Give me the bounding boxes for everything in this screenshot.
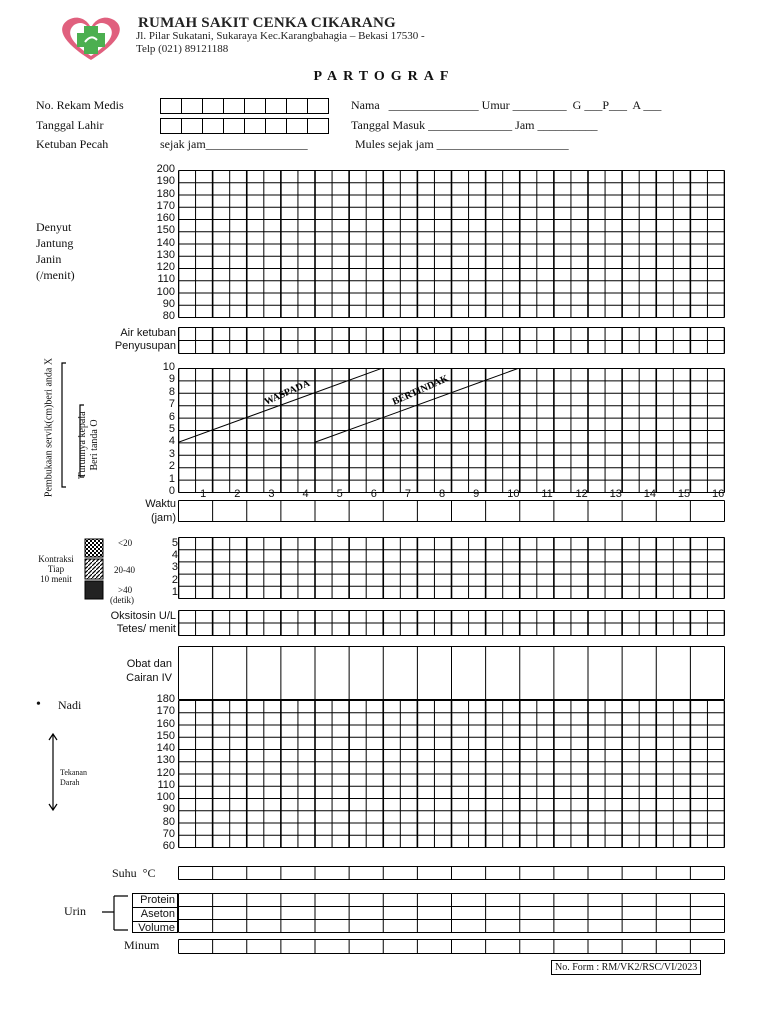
- djj-label: [36, 219, 75, 283]
- y-tick-label: 100: [156, 285, 175, 298]
- rekam-medis-label: No. Rekam Medis: [36, 98, 124, 112]
- y-tick-label: 80: [162, 815, 175, 828]
- nadi-label: Nadi: [58, 698, 82, 712]
- y-tick-label: 170: [156, 199, 175, 212]
- kontraksi-line: Kontraksi: [38, 554, 74, 564]
- x-hour-label: 9: [473, 488, 480, 500]
- x-hour-label: 11: [541, 488, 553, 500]
- x-hour-label: 7: [404, 488, 411, 500]
- tanggal-lahir-label: Tanggal Lahir: [36, 118, 104, 132]
- form-number: No. Form : RM/VK2/RSC/VI/2023: [551, 960, 701, 975]
- y-tick-label: 90: [162, 803, 175, 816]
- mules-field[interactable]: Mules sejak jam ______________________: [355, 137, 569, 151]
- tanggal-masuk-field[interactable]: Tanggal Masuk ______________ Jam __________: [351, 118, 598, 132]
- y-tick-label: 70: [162, 827, 175, 840]
- x-hour-label: 6: [370, 488, 377, 500]
- nama-umur-field[interactable]: Nama _______________ Umur _________ G ___P___ A ___: [351, 98, 662, 112]
- x-hour-label: 3: [268, 488, 275, 500]
- y-tick-label: 110: [157, 778, 175, 791]
- hospital-name: RUMAH SAKIT CENKA CIKARANG: [138, 15, 396, 31]
- tiap-line: Tiap: [47, 564, 65, 574]
- y-tick-label: 160: [156, 212, 175, 224]
- suhu-grid[interactable]: [178, 866, 725, 880]
- ketuban-grid[interactable]: [178, 327, 725, 354]
- djj-label-line: (/menit): [36, 268, 75, 282]
- y-tick-label: 130: [156, 754, 175, 767]
- x-hour-label: 5: [336, 488, 343, 500]
- tekanan-label: [60, 768, 87, 788]
- kontraksi-legend-swatches: [84, 538, 106, 602]
- minum-label: Minum: [124, 938, 160, 952]
- y-tick-label: 9: [168, 373, 175, 386]
- y-tick-label: 10: [162, 361, 175, 373]
- cairan-line: Cairan IV: [126, 672, 172, 684]
- waspada-label: WASPADA: [262, 377, 312, 408]
- tetes-label: Tetes/ menit: [116, 623, 176, 635]
- x-hour-label: 2: [234, 488, 241, 500]
- waktu-row[interactable]: [178, 500, 725, 522]
- bertindak-label: BERTINDAK: [390, 373, 451, 408]
- x-hour-label: 10: [507, 488, 520, 500]
- obat-grid[interactable]: [178, 646, 725, 700]
- legend-lt20: <20: [118, 538, 133, 548]
- page-title: PARTOGRAF: [313, 69, 455, 84]
- hospital-logo: [52, 12, 130, 64]
- sejak-jam-field[interactable]: sejak jam_________________: [160, 137, 308, 151]
- y-tick-label: 150: [156, 729, 175, 742]
- hospital-address: [136, 30, 425, 56]
- protein-label: Protein: [133, 894, 177, 908]
- x-hour-label: 14: [643, 488, 656, 500]
- ketuban-pecah-label: Ketuban Pecah: [36, 137, 109, 151]
- urin-label: Urin: [64, 904, 86, 918]
- minum-grid[interactable]: [178, 939, 725, 954]
- y-tick-label: 2: [171, 573, 178, 586]
- kontraksi-grid[interactable]: [178, 537, 725, 599]
- djj-grid[interactable]: [178, 170, 725, 318]
- darah-line: Darah: [60, 778, 80, 787]
- y-tick-label: 90: [162, 297, 175, 310]
- y-tick-label: 5: [171, 537, 178, 549]
- kontraksi-label: [36, 554, 76, 584]
- cervix-grid[interactable]: [178, 368, 725, 493]
- tekanan-line: Tekanan: [60, 768, 87, 777]
- suhu-label: Suhu °C: [112, 866, 156, 880]
- obat-line: Obat dan: [126, 658, 172, 670]
- y-tick-label: 120: [156, 261, 175, 273]
- y-tick-label: 100: [156, 791, 175, 803]
- volume-label: Volume: [138, 922, 175, 934]
- address-line-1: Jl. Pilar Sukatani, Sukaraya Kec.Karangbahagia – Bekasi 17530 -: [136, 30, 425, 42]
- urin-label-box: [132, 893, 178, 933]
- y-tick-label: 110: [157, 273, 175, 286]
- rekam-medis-boxes[interactable]: [160, 98, 329, 114]
- y-tick-label: 2: [168, 460, 175, 473]
- turunnya-line: Turunnya kepala: [77, 411, 88, 479]
- y-tick-label: 4: [171, 549, 178, 562]
- menit-line: 10 menit: [40, 574, 72, 584]
- y-tick-label: 140: [156, 236, 175, 249]
- waktu-label: [120, 497, 176, 525]
- legend-20-40: 20-40: [114, 565, 135, 575]
- waktu-line: Waktu: [145, 498, 176, 510]
- y-tick-label: 6: [168, 410, 175, 423]
- vitals-grid[interactable]: [178, 700, 725, 848]
- y-tick-label: 4: [168, 435, 175, 448]
- x-hour-label: 4: [302, 488, 309, 500]
- y-tick-label: 160: [156, 717, 175, 730]
- y-tick-label: 180: [156, 693, 175, 705]
- y-tick-label: 170: [156, 705, 175, 718]
- air-ketuban-label: Air ketuban: [120, 327, 176, 339]
- oksitosin-label: Oksitosin U/L: [110, 610, 176, 622]
- x-hour-label: 15: [677, 488, 691, 500]
- y-tick-label: 3: [171, 561, 178, 574]
- x-hour-label: 1: [200, 488, 207, 500]
- tanggal-lahir-boxes[interactable]: [160, 118, 329, 134]
- x-hour-label: 16: [712, 488, 725, 500]
- djj-label-line: Denyut: [36, 220, 72, 234]
- penyusupan-label: Penyusupan: [114, 340, 176, 352]
- pembukaan-side-label: Pembukaan servik(cm)beri anda X: [43, 357, 55, 498]
- x-hour-label: 8: [439, 488, 446, 500]
- y-tick-label: 120: [156, 766, 175, 779]
- y-tick-label: 60: [162, 840, 175, 852]
- x-hour-label: 12: [575, 488, 588, 500]
- y-tick-label: 0: [168, 485, 175, 497]
- y-tick-label: 3: [168, 447, 175, 460]
- obat-label: [100, 657, 172, 685]
- y-tick-label: 130: [156, 248, 175, 261]
- urin-grid[interactable]: [178, 893, 725, 933]
- oksitosin-grid[interactable]: [178, 610, 725, 636]
- turunnya-side-label: [77, 400, 101, 490]
- y-tick-label: 8: [168, 385, 175, 398]
- y-tick-label: 150: [156, 224, 175, 237]
- legend-gt40: >40: [118, 585, 133, 595]
- y-tick-label: 1: [168, 472, 175, 485]
- y-tick-label: 1: [171, 585, 178, 598]
- y-tick-label: 190: [156, 175, 175, 188]
- djj-label-line: Janin: [36, 252, 62, 266]
- aseton-label: Aseton: [133, 908, 177, 922]
- nadi-bullet: •: [36, 697, 41, 712]
- legend-detik: (detik): [110, 595, 134, 605]
- jam-line: (jam): [150, 512, 176, 524]
- urin-bracket: [100, 892, 132, 936]
- djj-label-line: Jantung: [36, 236, 74, 250]
- y-tick-label: 140: [156, 742, 175, 754]
- y-tick-label: 5: [168, 423, 175, 435]
- address-line-2: Telp (021) 89121188: [136, 43, 229, 55]
- y-tick-label: 80: [162, 310, 175, 322]
- x-hour-label: 13: [609, 488, 622, 500]
- y-tick-label: 7: [168, 398, 175, 411]
- y-tick-label: 200: [156, 163, 175, 175]
- beri-tanda-line: Beri tanda O: [89, 419, 100, 471]
- y-tick-label: 180: [156, 187, 175, 200]
- tekanan-arrow: [46, 732, 60, 812]
